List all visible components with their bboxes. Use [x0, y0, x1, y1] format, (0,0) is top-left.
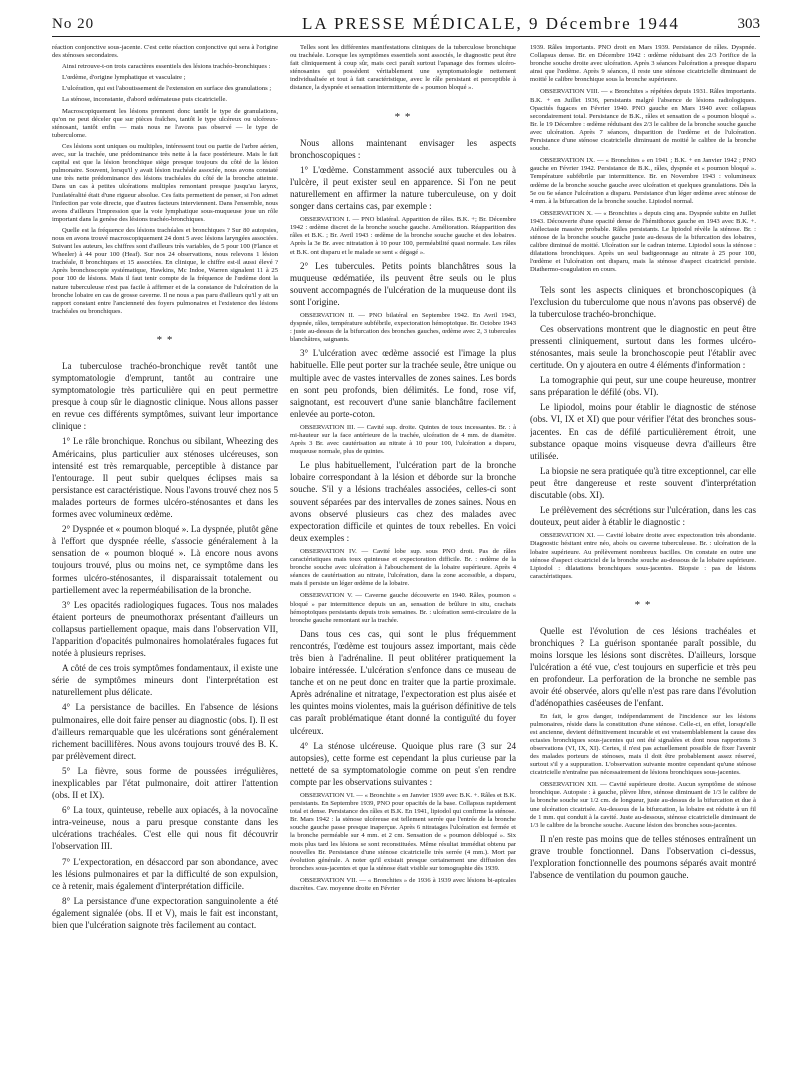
paragraph: Il n'en reste pas moins que de telles sténoses entraînent un grave trouble fonctionnel. Dans l'observation ci-dessus, l'exploration fonctionnelle des poumons séparés avait montré l'absence de ventilation du poumon gauche. [530, 833, 756, 881]
paragraph: Nous allons maintenant envisager les aspects bronchoscopiques : [290, 137, 516, 160]
page-header [52, 14, 760, 37]
issue-number: No 20 [52, 16, 95, 32]
paragraph: 3° Les opacités radiologiques fugaces. Tous nos malades étaient porteurs de pneumothorax présentant d'ailleurs un collapsus partiellement opaque, mais dans l'observation VII, l'apparition d'opacités pulmonaires homolatérales fugaces fut notée à plusieurs reprises. [52, 599, 278, 659]
observation: OBSERVATION II. — PNO bilatéral en Septembre 1942. En Avril 1943, dyspnée, râles, température subfébrile, expectoration hémoptoïque. Br. Octobre 1943 : juste au-dessus de la bifurcation des bronches gauches, œdème avec 2, 3 tubercules blanchâtres, saignants. [290, 311, 516, 344]
journal-title: LA PRESSE MÉDICALE, 9 Décembre 1944 [302, 14, 680, 33]
observation: OBSERVATION VIII. — « Bronchites » répétées depuis 1931. Râles importants. B.K. + en Juillet 1936, persistants malgré l'absence de lésions radiologiques. Opacités fugaces en Février 1940. PNO gauche en Mars 1940 avec collapsus secondairement total. Persistance de B.K., râles et sensation de « poumon bloqué ». Br. le 19 Décembre : œdème réduisant des 2/3 le calibre de la bronche souche gauche avec ulcération. Après 7 séances, disparition de l'œdème et de l'ulcération. Persistance d'une sténose cicatricielle diminuant de moitié le calibre de la bronche souche. [530, 88, 756, 153]
paragraph: Dans tous ces cas, qui sont le plus fréquemment rencontrés, l'œdème est toujours assez important, mais cède très bien à l'adrénaline. Il peut oblitérer pratiquement la lobaire intéressée. L'ulcération s'enfonce dans ce museau de tanche et on ne peut donc en traiter que la partie proximale. Après adrénaline et nitratage, l'expectoration est plus aisée et les quintes moins violentes, mais la guérison définitive de tels cas paraît problématique étant donné la contiguïté du foyer ulcéreux. [290, 628, 516, 736]
column-2 [290, 44, 516, 1069]
paragraph: Ainsi retrouve-t-on trois caractères essentiels des lésions trachéo-bronchiques : [62, 63, 271, 71]
section-separator: * * [634, 598, 652, 611]
observation: OBSERVATION VI. — « Bronchite » en Janvier 1939 avec B.K. +. Râles et B.K. persistants. En Septembre 1939, PNO pour opacités de la base. Collapsus rapidement total et dense. Persistance des râles et B.K. En 1941, lipiodol qui confirme la sténose. Br. Mars 1942 : la sténose ulcéreuse est tellement serrée que l'entrée de la bronche souche gauche passe presque inaperçue. Après 6 nitratages l'ulcération est fermée et la bronche perméable sur 4 mm. et 2 cm. Sensation de « poumon débloqué ». Six mois plus tard les lésions se sont reconstituées. Même résultat immédiat obtenu par nouvelles Br. Persistance d'une sténose cicatricielle très serrée (4 mm.). Mort par évolution générale. A noter qu'il existait presque certainement une diffusion des bronches sous-jacentes et que la sténose était visible sur tomographie dès 1939. [290, 792, 516, 872]
section-separator: * * [156, 333, 174, 346]
observation: 1939. Râles importants. PNO droit en Mars 1939. Persistance de râles. Dyspnée. Collapsus dense. Br. en Décembre 1942 : œdème réduisant des 2/3 l'orifice de la bronche souche droite avec ulcération. Après 3 séances l'ulcération a presque disparu ainsi que l'œdème. Après 9 séances, il reste une sténose cicatricielle diminuant de moitié le calibre bronchique sous la bronche supérieure. [530, 44, 756, 84]
paragraph: A côté de ces trois symptômes fondamentaux, il existe une série de symptômes mineurs dont l'interprétation est naturellement plus délicate. [52, 663, 278, 698]
paragraph: Quelle est la fréquence des lésions trachéales et bronchiques ? Sur 80 autopsies, nous en avons trouvé macroscopiquement 24 dont 5 avec lésions laryngées associées. Suivant les auteurs, les chiffres sont d'ailleurs très variables, de 5 pour 100 (Flance et Wheeler) à 44 pour 100 (Heaf). Sur nos 24 observations, nous relevons 1 lésion trachéale, 8 bronchiques et 15 associées. En clinique, le chiffre est-il aussi élevé ? Après bronchoscopie systématique, Hawkins, Mc Indoe, Warren signalent 11 à 25 pour 100 de lésions. Mais il faut tenir compte de la fréquence de l'œdème dont la nature tuberculeuse n'est pas facile à affirmer et de la constance de l'ulcération de la bronche lobaire en cas de grosse caverne. Il ne nous a pas paru d'ailleurs qu'il y ait un rapport constant entre l'ancienneté des foyers pulmonaires et l'existence des lésions trachéales ou bronchiques. [52, 226, 278, 315]
paragraph: 4° La persistance de bacilles. En l'absence de lésions pulmonaires, elle doit faire penser au diagnostic (obs. I). Il est d'ailleurs remarquable que les ulcérations sont généralement richement bacillifères. Nous avons toujours trouvé des B. K. par prélèvement direct. [52, 702, 278, 761]
paragraph: 6° La toux, quinteuse, rebelle aux opiacés, à la novocaïne intra-veineuse, nous a paru presque constante dans les ulcérations trachéales. C'est elle qui nous fit découvrir l'observation III. [52, 805, 278, 852]
paragraph: 1° L'œdème. Constamment associé aux tubercules ou à l'ulcère, il peut exister seul en apparence. Si l'on ne peut naturellement en affirmer la nature tuberculeuse, on y doit songer dans certains cas, par exemple : [290, 164, 516, 212]
paragraph: 2° Dyspnée et « poumon bloqué ». La dyspnée, plutôt gêne à l'effort que dyspnée réelle, s'associe généralement à la sensation de « poumon bloqué ». Là encore nous avons toujours trouvé, plus ou moins net, ce symptôme dans les formes ulcéro-sténosantes, il disparaissait totalement ou partiellement avec la reperméabilisation de la bronche. [52, 524, 278, 595]
observation: OBSERVATION III. — Cavité sup. droite. Quintes de toux incessantes. Br. : à mi-hauteur sur la face antérieure de la trachée, ulcération de 4 mm. de diamètre. Après 3 Br. avec cautérisation au nitrate à 10 pour 100, l'ulcération a disparu, muqueuse normale, plus de quintes. [290, 423, 516, 456]
paragraph: La biopsie ne sera pratiquée qu'à titre exceptionnel, car elle peut être dangereuse et reste souvent d'interprétation discutable (obs. XI). [530, 465, 756, 501]
paragraph: Le plus habituellement, l'ulcération part de la bronche lobaire correspondant à la lésion et déborde sur la bronche souche. S'il y a lésions trachéales associées, celles-ci sont souvent séparées par des intervalles de zones saines. Nous en avons observé plusieurs cas chez des malades avec expectoration difficile et quintes de toux rebelles. En voici deux exemples : [290, 460, 516, 543]
paragraph: L'ulcération, qui est l'aboutissement de l'extension en surface des granulations ; [62, 85, 272, 93]
paragraph: 3° L'ulcération avec œdème associé est l'image la plus habituelle. Elle peut porter sur la trachée seule, être unique ou multiple avec de vastes intervalles de zones saines. Les bords en sont peu profonds, bien délimités. Le fond, rose vif, saignotant, est recouvert d'une sanie blanchâtre facilement enlevée au porte-coton. [290, 348, 516, 419]
paragraph: L'œdème, d'origine lymphatique et vasculaire ; [62, 74, 186, 82]
observation: OBSERVATION IX. — « Bronchites » en 1941 ; B.K. + en Janvier 1942 ; PNO gauche en Février 1942. Persistance de B.K., râles, dyspnée et « poumon bloqué ». Température subfébrile par intermittence. Br. en Novembre 1943 : volumineux œdème de la bronche souche gauche avec ulcération et quelques granulations. Dès la 5e ou 6e séance l'ulcération a disparu. Persistance d'un léger œdème avec sténose de 4 mm. à la bifurcation de la bronche souche. Lipiodol normal. [530, 157, 756, 205]
paragraph: 8° La persistance d'une expectoration sanguinolente a été également signalée (obs. II et V), mais le fait est inconstant, bien que l'ulcération saignote très facilement au contact. [52, 895, 278, 931]
paragraph: 4° La sténose ulcéreuse. Quoique plus rare (3 sur 24 autopsies), cette forme est cependant la plus curieuse par la netteté de sa symptomatologie comme on peut s'en rendre compte par les observations suivantes : [290, 740, 516, 787]
paragraph: Le lipiodol, moins pour établir le diagnostic de sténose (obs. VI, IX et XI) que pour vérifier l'état des bronches sous-jacentes. En cas de défilé particulièrement étroit, une substance opaque moins visqueuse devra d'ailleurs être utilisée. [530, 402, 756, 461]
paragraph: Le prélèvement des sécrétions sur l'ulcération, dans les cas douteux, peut aider à établir le diagnostic : [530, 505, 756, 528]
paragraph: 2° Les tubercules. Petits points blanchâtres sous la muqueuse œdématiée, ils peuvent être seuls ou le plus souvent accompagnés de l'ulcération de la muqueuse dont ils sont l'origine. [290, 260, 516, 307]
page-number: 303 [737, 16, 760, 32]
paragraph: La sténose, inconstante, d'abord œdémateuse puis cicatricielle. [62, 96, 228, 104]
observation: OBSERVATION I. — PNO bilatéral. Apparition de râles. B.K. +; Br. Décembre 1942 : œdème discret de la bronche souche gauche. Amélioration. Réapparition des râles et B.K. ; Br. Avril 1943 : œdème de la bronche souche gauche et des lobaires. Après la 3e Br. avec nitratation à 10 pour 100, perméabilité quasi normale. Les râles et B.K. ont disparu et le malade se sent « dégagé ». [290, 216, 516, 256]
column-3 [530, 44, 756, 1069]
paragraph: En fait, le gros danger, indépendamment de l'incidence sur les lésions pulmonaires, réside dans la constitution d'une sténose. Celle-ci, en effet, lorsqu'elle est ancienne, devient définitivement incurable et est vraisemblablement la cause des ectasies bronchiques sous-jacentes qui ont été signalées et dont nous rapportons 3 observations (VI, IX, XI). Certes, il n'est pas actuellement possible de fixer l'avenir des malades porteurs de sténoses, mais il doit être probablement assez réservé, surtout s'il y a suppuration. L'observation suivante montre cependant qu'une sténose cicatricielle n'entraîne pas nécessairement de lésions bronchiques sous-jacentes. [530, 712, 756, 777]
paragraph: La tuberculose trachéo-bronchique revêt tantôt une symptomatologie d'emprunt, tantôt au contraire une symptomatologie très particulière qui en peut permettre presque à coup sûr le diagnostic clinique. Nous allons passer en revue ces différents symptômes, suivant leur importance clinique : [52, 360, 278, 432]
observation: OBSERVATION XII. — Cavité supérieure droite. Aucun symptôme de sténose bronchique. Autopsie : à gauche, plèvre libre, sténose diminuant de 1/3 le calibre de la bronche souche sur 1/2 cm. de longueur, juste au-dessus de la bifurcation et due à une ulcération cicatrisée. Au-dessous de la bifurcation, la lobaire est réduite à un fil de 1 mm. qui conduit à la cavité. Juste au-dessous, sténose cicatricielle diminuant de 1/3 le calibre de la bronche souche. Aucune lésion des bronches sous-jacentes. [530, 781, 756, 829]
observation: OBSERVATION VII. — « Bronchites » de 1936 à 1939 avec lésions bi-apicales discrètes. Cav. moyenne droite en Février [290, 876, 516, 893]
paragraph: 7° L'expectoration, en désaccord par son abondance, avec les lésions pulmonaires et par la difficulté de son expulsion, ce à retenir, mais également d'interprétation difficile. [52, 856, 278, 891]
observation: OBSERVATION X. — « Bronchites » depuis cinq ans. Dyspnée subite en Juillet 1943. Découverte d'une opacité dense de l'hémithorax gauche en 1943 avec B.K. +. Atélectasie massive probable. Râles persistants. Le lipiodol révèle la sténose. Br. : sténose de la bronche souche gauche juste au-dessus de la bifurcation des lobaires, calibre diminué de moitié. Ulcération sur le cadran interne. Lipiodol sous la sténose : dilatations bronchiques. Après un seul badigeonnage au nitrate à 25 pour 100, l'œdème et l'ulcération ont disparu, mais la sténose d'aspect cicatriciel persiste. Diathermo-coagulation en cours. [530, 209, 756, 274]
paragraph: Ces lésions sont uniques ou multiples, intéressent tout ou partie de l'arbre aérien, avec, sur la trachée, une prédominance très nette à la face postérieure. Mais le fait capital est que la lésion bronchique siège presque toujours du côté de la lésion pulmonaire. Souvent, lorsqu'il y avait lésion trachéale associée, nous avons constaté une très nette prédominance des lésions trachéales du côté de la bronche atteinte. Dans un cas à petites ulcérations multiples remontant presque jusqu'au larynx, l'unilatéralité était d'une rigueur absolue. Ces faits permettent de penser, si l'on admet l'infection par voie directe, que d'autres facteurs interviennent. Dans l'ensemble, nous avons d'ailleurs l'impression que la voie lymphatique sous-muqueuse joue un rôle important dans la genèse des lésions trachéo-bronchiques. [52, 142, 278, 223]
paragraph: réaction conjonctive sous-jacente. C'est cette réaction conjonctive qui sera à l'origine des sténoses secondaires. [52, 44, 278, 60]
column-1 [52, 44, 278, 1069]
paragraph: Quelle est l'évolution de ces lésions trachéales et bronchiques ? La guérison spontanée paraît possible, du moins lorsque les lésions sont discrètes. D'ailleurs, lorsque l'ulcération a été vue, c'est toujours en superficie et très peu en profondeur. La perforation de la bronche ne semble pas avoir été observée, alors qu'elle n'est pas rare dans l'évolution d'adénopathies caséeuses de l'enfant. [530, 625, 756, 709]
paragraph: 1° Le râle bronchique. Ronchus ou sibilant, Wheezing des Américains, plus particulier aux sténoses ulcéreuses, son intensité est très remarquable, perceptible à distance par l'entourage. Il peut subir quelques éclipses mais sa persistance est caractéristique. Nous l'avons trouvé chez nos 5 malades porteurs de formes ulcéro-sténosantes et dans les formes avec volumineux œdème. [52, 436, 278, 520]
paragraph: Ces observations montrent que le diagnostic en peut être pressenti cliniquement, surtout dans les formes ulcéro-sténosantes, mais seule la bronchoscopie peut l'établir avec certitude. On y ajoutera en outre 4 éléments d'information : [530, 323, 756, 371]
observation: OBSERVATION XI. — Cavité lobaire droite avec expectoration très abondante. Diagnostic hésitant entre néo, abcès ou caverne tuberculeuse. Br. : ulcération de la lobaire supérieure. Au prélèvement nombreux bacilles. On constate en outre une sténose d'aspect cicatriciel de la bronche souche au-dessous de la lobaire supérieure. Lipiodol : dilatations bronchiques sous-jacentes. Biopsie : pas de lésions caractéristiques. [530, 532, 756, 580]
observation: OBSERVATION V. — Caverne gauche découverte en 1940. Râles, poumon « bloqué » par intermittence depuis un an, sensation de brûlure in situ, crachats hémoptoïques persistants depuis trois semaines. Br. : ulcération semi-circulaire de la bronche gauche remontant sur la trachée. [290, 592, 516, 624]
section-separator: * * [394, 110, 412, 123]
paragraph: La tomographie qui peut, sur une coupe heureuse, montrer sans préparation le défilé (obs. VI). [530, 375, 756, 398]
observation: OBSERVATION IV. — Cavité lobe sup. sous PNO droit. Pas de râles caractéristiques mais toux quinteuse et expectoration difficile. Br. : œdème de la bronche souche avec ulcération à l'abouchement de la lobaire supérieure. Après 4 séances de cautérisation au nitrate, l'ulcération, dans la zone accessible, a disparu, mais il persiste un léger œdème de la lobaire. [290, 547, 516, 588]
paragraph: Macroscopiquement les lésions prennent donc tantôt le type de granulations, qu'on ne peut déceler que sur pièces fraîches, tantôt le type ulcéreux ou ulcéreux-sténosant, tantôt enfin — mais nous ne l'avons pas observé — le type de tuberculome. [52, 107, 278, 139]
paragraph: Tels sont les aspects cliniques et bronchoscopiques (à l'exclusion du tuberculome que nous n'avons pas observé) de la tuberculose trachéo-bronchique. [530, 284, 756, 319]
paragraph: Telles sont les différentes manifestations cliniques de la tuberculose bronchique ou trachéale. Lorsque les symptômes essentiels sont associés, le diagnostic peut être fait cliniquement à coup sûr, mais ceci paraît surtout l'apanage des formes ulcéro-sténosantes qui possèdent véritablement une symptomatologie nettement individualisée et tout à fait caractéristique, avec le râle persistant et perceptible à distance, la dyspnée et sensation intermittente de « poumon bloqué ». [290, 44, 516, 92]
paragraph: 5° La fièvre, sous forme de poussées irrégulières, inexplicables par l'état pulmonaire, doit attirer l'attention (obs. II et IX). [52, 765, 278, 801]
